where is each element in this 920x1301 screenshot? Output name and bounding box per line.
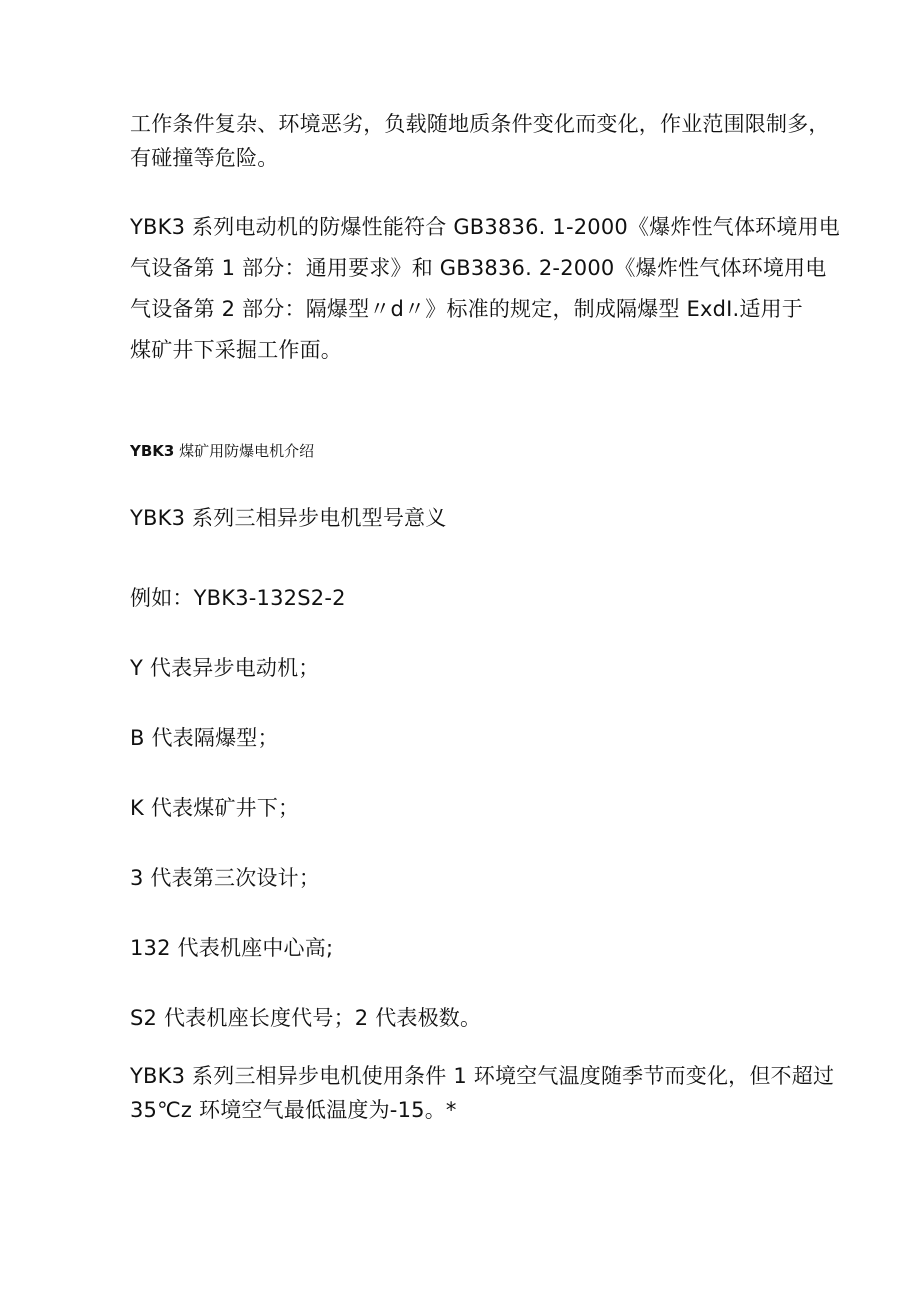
text-line: YBK3 系列三相异步电机使用条件 1 环境空气温度随季节而变化，但不超过 bbox=[130, 1064, 835, 1088]
section-heading bbox=[130, 440, 820, 462]
heading-latin: YBK3 bbox=[130, 442, 175, 460]
text-line: 煤矿井下采掘工作面。 bbox=[130, 338, 342, 362]
standard-paragraph bbox=[130, 207, 840, 371]
text-line: 气设备第 2 部分：隔爆型〃d〃》标准的规定，制成隔爆型 ExdI.适用于 bbox=[130, 297, 804, 321]
model-item-k: K 代表煤矿井下； bbox=[130, 796, 300, 820]
conditions-paragraph bbox=[130, 1059, 835, 1127]
model-item-3: 3 代表第三次设计； bbox=[130, 866, 321, 890]
intro-paragraph bbox=[130, 107, 830, 175]
model-item-b: B 代表隔爆型； bbox=[130, 726, 279, 750]
text-line: 工作条件复杂、环境恶劣，负载随地质条件变化而变化，作业范围限制多， bbox=[130, 112, 830, 136]
model-item-132: 132 代表机座中心高; bbox=[130, 936, 334, 960]
model-example: 例如：YBK3-132S2-2 bbox=[130, 586, 346, 610]
text-line: 35℃z 环境空气最低温度为-15。* bbox=[130, 1098, 457, 1122]
heading-text: 煤矿用防爆电机介绍 bbox=[174, 442, 315, 460]
model-title: YBK3 系列三相异步电机型号意义 bbox=[130, 506, 447, 530]
model-item-y: Y 代表异步电动机； bbox=[130, 656, 320, 680]
text-line: 有碰撞等危险。 bbox=[130, 146, 279, 170]
text-line: YBK3 系列电动机的防爆性能符合 GB3836. 1-2000《爆炸性气体环境用电 bbox=[130, 215, 840, 239]
text-line: 气设备第 1 部分：通用要求》和 GB3836. 2-2000《爆炸性气体环境用电 bbox=[130, 256, 827, 280]
model-item-s2: S2 代表机座长度代号；2 代表极数。 bbox=[130, 1006, 482, 1030]
